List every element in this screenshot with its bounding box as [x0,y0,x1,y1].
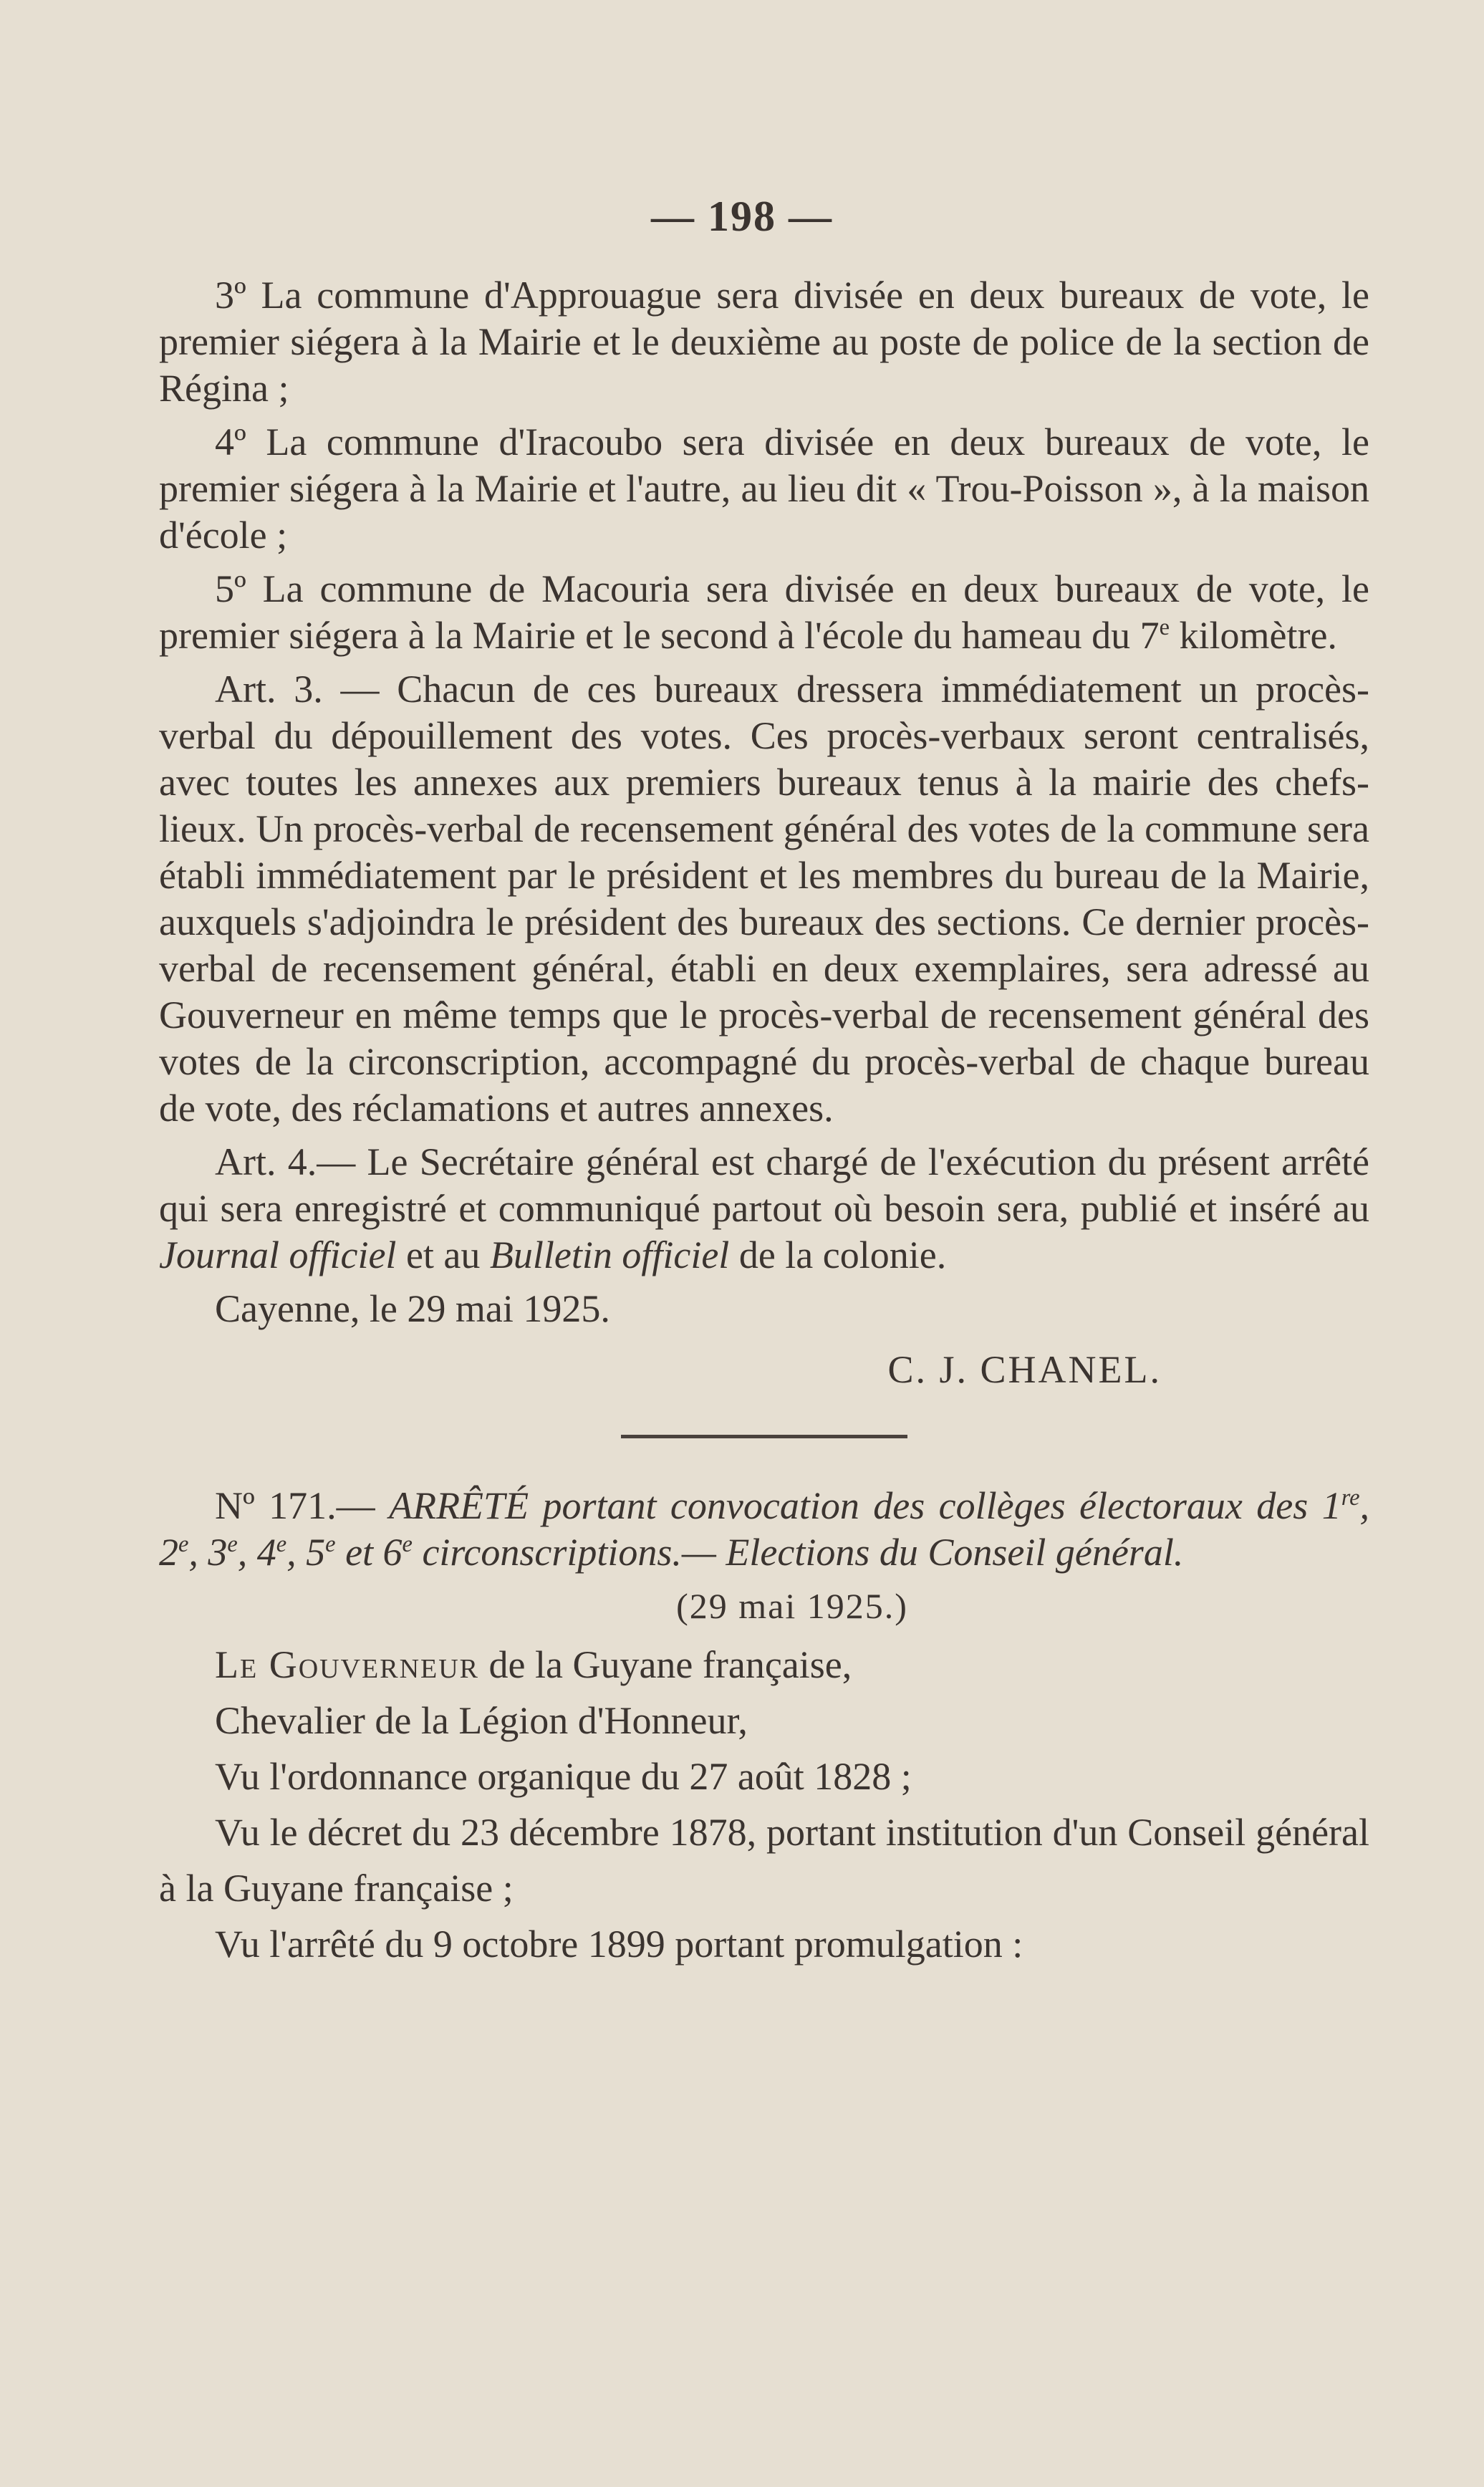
article-text-mid: et au [396,1233,490,1276]
subject-part: , 4 [237,1531,276,1574]
ordinal-superscript: e [402,1531,413,1557]
chevalier-line: Chevalier de la Légion d'Honneur, [215,1699,748,1742]
governor-title: Le Gouverneur [215,1643,480,1686]
subject-part: , 2 [159,1484,1369,1574]
article-label: Art. 4. [215,1140,317,1183]
page-number: — 198 — [651,193,833,240]
article-text: — Chacun de ces bureaux dressera immédiatement un procès-verbal du dépouillement des votes. Ces procès-verbaux seront centralisés, avec toutes les annexes aux premiers bureaux tenus à la mairie des chefs-lieux. Un procès-verbal de recensement général des votes de la commune sera établi immédiatement par le président et les membres du bureau de la Mairie, auxquels s'adjoindra le président des bureaux des sections. Ce dernier procès-verbal de recensement général, établi en deux exemplaires, sera adressé au Gouverneur en même temps que le procès-verbal de recensement général des votes de la circonscription, accompagné du procès-verbal de chaque bureau de vote, des réclamations et autres annexes. [159,668,1370,1130]
vu-ordonnance: Vu l'ordonnance organique du 27 août 1828 ; [215,1755,912,1798]
subject-part: , 5 [286,1531,326,1574]
subject-part: et 6 [335,1531,403,1574]
paragraph-text: La commune d'Approuague sera divisée en deux bureaux de vote, le premier siégera à la Mairie et le deuxième au poste de police de la section de Régina ; [159,274,1369,410]
paragraph-text: La commune de Macouria sera divisée en deux bureaux de vote, le premier siégera à la Mairie et le second à l'école du hameau du 7 [159,567,1370,657]
item-number: 5º [215,567,246,610]
journal-officiel: Journal officiel [159,1233,397,1276]
item-number: 4º [215,420,246,463]
paragraph-text: La commune d'Iracoubo sera divisée en deux bureaux de vote, le premier siégera à la Mairie et l'autre, au lieu dit « Trou-Poisson », à la maison d'école ; [159,420,1370,557]
ordinal-superscript: e [1159,615,1170,640]
vu-arrete: Vu l'arrêté du 9 octobre 1899 portant promulgation : [215,1923,1023,1966]
preamble [159,1637,1369,1972]
ordinal-superscript: e [276,1531,287,1557]
governor-line [159,1637,1369,1693]
paragraph-iracoubo [159,419,1369,559]
governor-rest: de la Guyane française, [479,1643,852,1686]
arrete-number: Nº 171. [215,1484,337,1527]
vu-decret: Vu le décret du 23 décembre 1878, portant institution d'un Conseil général à la Guyane française ; [159,1811,1369,1910]
ordinal-superscript: e [178,1531,189,1557]
ordinal-superscript: re [1341,1485,1360,1511]
article-4 [159,1139,1369,1279]
paragraph-approuague [159,272,1369,412]
article-label: Art. 3. [215,668,323,711]
subject-part: , 3 [188,1531,228,1574]
ordinal-superscript: e [227,1531,238,1557]
subject-part: circonscriptions.— Elections du Conseil général. [412,1531,1184,1574]
arrete-date: (29 mai 1925.) [676,1586,908,1626]
arrete-title: ARRÊTÉ [389,1484,529,1527]
paragraph-text-end: kilomètre. [1169,614,1337,657]
body-text [159,272,1369,1972]
ordinal-superscript: e [325,1531,336,1557]
signature: C. J. CHANEL. [887,1348,1162,1391]
article-text: — Le Secrétaire général est chargé de l'exécution du présent arrêté qui sera enregistré et communiqué partout où besoin sera, publié et inséré au [159,1140,1370,1230]
article-3 [159,666,1369,1132]
arrete-heading [159,1483,1369,1576]
separator-rule [621,1435,907,1438]
article-text-end: de la colonie. [729,1233,947,1276]
paragraph-macouria [159,566,1369,659]
item-number: 3º [215,274,246,317]
subject-part: portant convocation des collèges électoraux des 1 [529,1484,1341,1527]
date-line: Cayenne, le 29 mai 1925. [215,1287,610,1330]
bulletin-officiel: Bulletin officiel [489,1233,730,1276]
heading-dash: — [336,1484,390,1527]
